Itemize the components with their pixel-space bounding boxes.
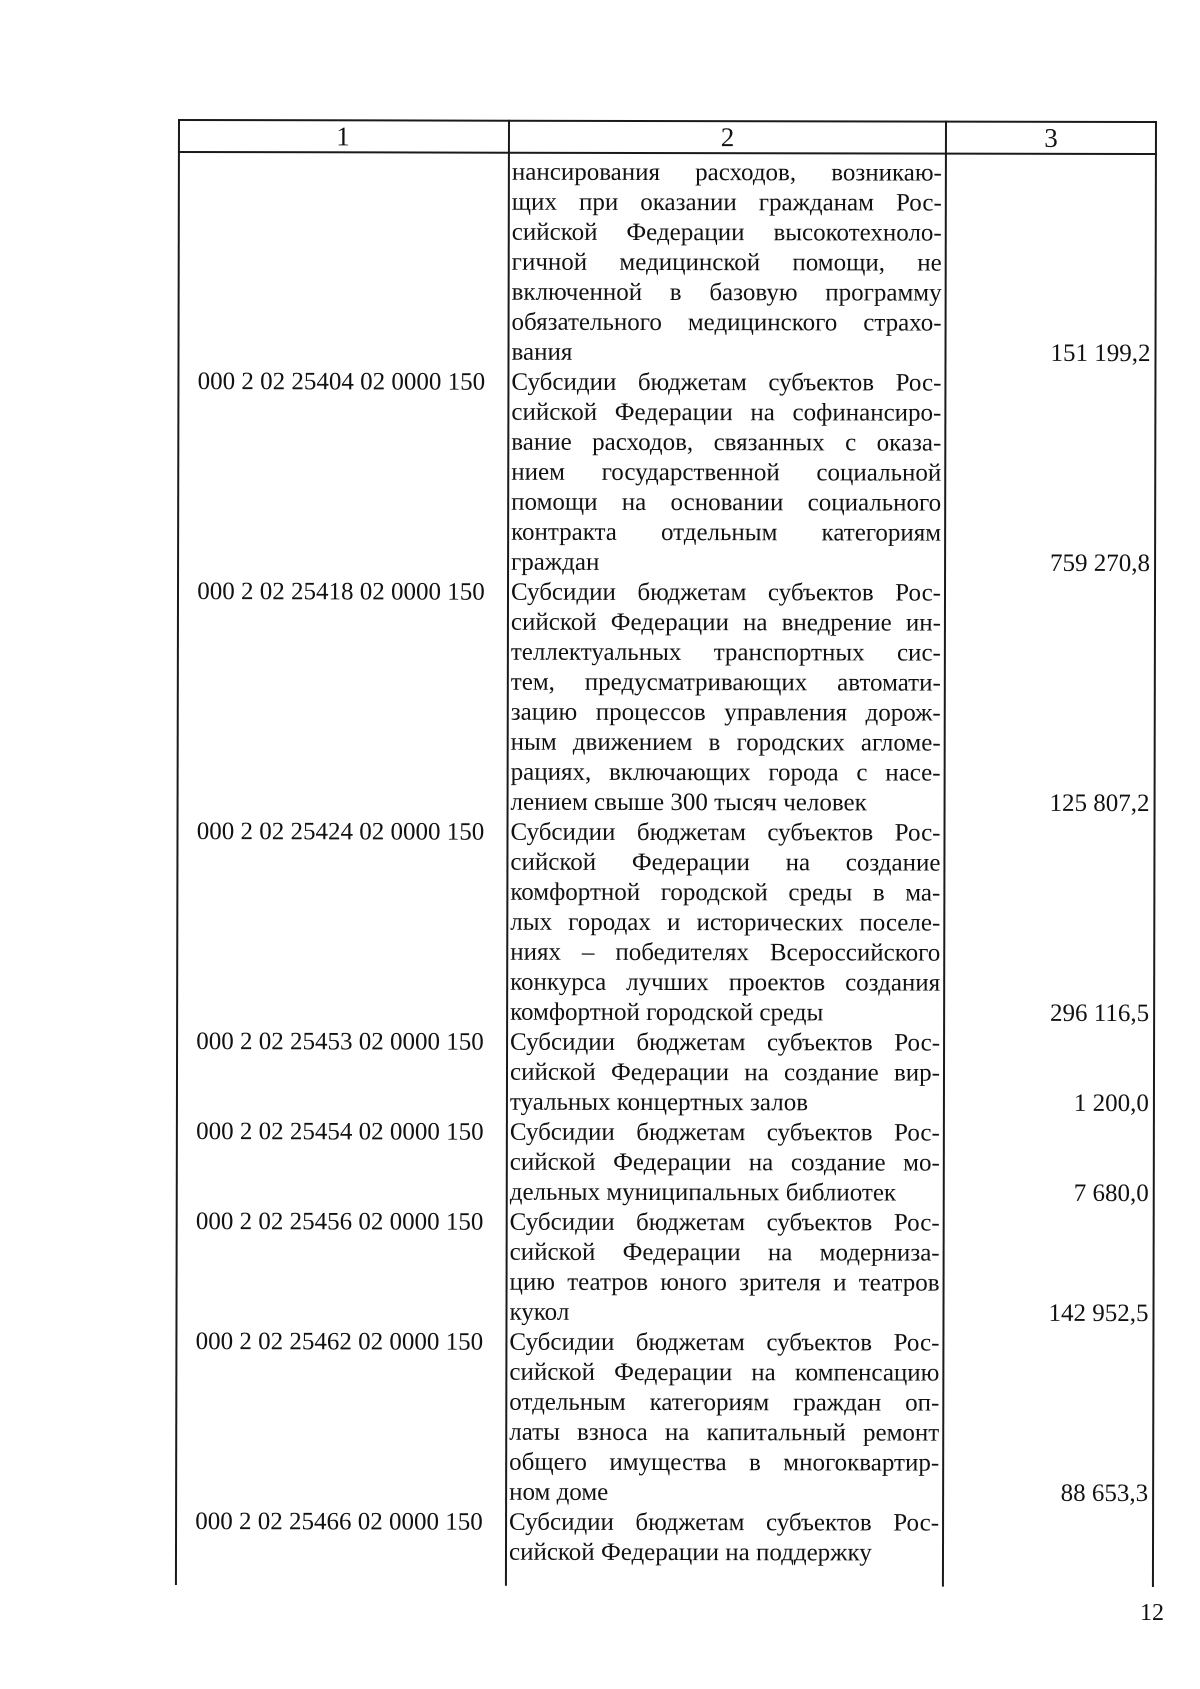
table-row — [176, 1117, 1155, 1209]
description-line: рациях, включающих города с насе- — [510, 758, 941, 787]
table-row — [177, 157, 1156, 369]
description-line: ном доме — [509, 1478, 609, 1506]
description-line: конкурса лучших проектов создания — [510, 968, 941, 997]
row-description — [510, 1118, 940, 1209]
header-col-1: 1 — [336, 121, 350, 152]
amount: 151 199,2 — [1050, 339, 1151, 368]
amount: 1 200,0 — [1073, 1089, 1149, 1118]
row-description — [510, 1028, 940, 1119]
row-description — [509, 1328, 939, 1509]
description-line: Субсидии бюджетам субъектов Рос- — [510, 578, 942, 607]
description-line: сийской Федерации на компенсацию — [509, 1358, 940, 1387]
description-line: туальных концертных залов — [509, 1088, 809, 1117]
table-row — [175, 1327, 1154, 1509]
description-line: нансирования расходов, возникаю- — [511, 158, 942, 187]
description-line: комфортной городской среды — [510, 998, 824, 1027]
budget-code: 000 2 02 25424 02 0000 150 — [196, 818, 485, 846]
table-row — [175, 1207, 1154, 1329]
row-description — [511, 368, 941, 579]
description-line: лением свыше 300 тысяч человек — [510, 788, 867, 817]
budget-code — [178, 157, 506, 158]
description-line: зацию процессов управления дорож- — [510, 698, 941, 727]
description-line: сийской Федерации на софинансиро- — [511, 398, 942, 427]
budget-code: 000 2 02 25454 02 0000 150 — [196, 1118, 484, 1146]
budget-code: 000 2 02 25466 02 0000 150 — [195, 1508, 483, 1536]
description-line: общего имущества в многоквартир- — [509, 1448, 940, 1477]
row-description — [509, 1208, 939, 1329]
description-line: вание расходов, связанных с оказа- — [511, 428, 942, 457]
description-line: сийской Федерации на модерниза- — [509, 1238, 940, 1267]
description-line: нием государственной социальной — [511, 458, 942, 487]
description-line: сийской Федерации на поддержку — [508, 1538, 872, 1567]
budget-code: 000 2 02 25418 02 0000 150 — [197, 578, 485, 606]
budget-code: 000 2 02 25404 02 0000 150 — [197, 368, 486, 396]
description-line: граждан — [511, 548, 600, 576]
row-description — [509, 1508, 939, 1569]
table-row — [177, 577, 1157, 819]
description-line: обязательного медицинского страхо- — [511, 308, 942, 337]
description-line: дельных муниципальных библиотек — [509, 1178, 897, 1207]
description-line: ниях – победителях Всероссийского — [510, 938, 941, 967]
description-line: комфортной городской среды в ма- — [510, 878, 941, 907]
amount: 88 653,3 — [1060, 1479, 1149, 1508]
description-line: вания — [511, 338, 573, 366]
description-line: сийской Федерации высокотехноло- — [511, 218, 942, 247]
description-line: Субсидии бюджетам субъектов Рос- — [509, 1208, 940, 1237]
description-line: помощи на основании социального — [511, 488, 942, 517]
header-col-3: 3 — [1044, 122, 1058, 153]
amount: 125 807,2 — [1049, 789, 1150, 818]
description-line: кукол — [509, 1298, 570, 1326]
description-line: гичной медицинской помощи, не — [511, 248, 942, 277]
budget-code: 000 2 02 25453 02 0000 150 — [196, 1028, 484, 1056]
description-line: сийской Федерации на внедрение ин- — [510, 608, 941, 637]
description-line: Субсидии бюджетам субъектов Рос- — [509, 1118, 940, 1147]
description-line: сийской Федерации на создание вир- — [509, 1058, 941, 1087]
description-line: цию театров юного зрителя и театров — [509, 1268, 940, 1297]
description-line: контракта отдельным категориям — [511, 518, 942, 547]
table-row — [176, 1027, 1155, 1119]
description-line: включенной в базовую программу — [511, 278, 942, 307]
description-line: отдельным категориям граждан оп- — [509, 1388, 940, 1417]
table-row — [176, 817, 1155, 1029]
description-line: Субсидии бюджетам субъектов Рос- — [511, 368, 942, 397]
table-row — [177, 367, 1156, 579]
row-description — [511, 158, 941, 369]
amount: 759 270,8 — [1050, 549, 1151, 578]
table-row — [175, 1507, 1154, 1569]
description-line: Субсидии бюджетам субъектов Рос- — [509, 1508, 940, 1537]
description-line: ным движением в городских агломе- — [510, 728, 941, 757]
row-description — [511, 578, 942, 819]
description-line: сийской Федерации на создание — [510, 848, 941, 877]
budget-code: 000 2 02 25462 02 0000 150 — [195, 1328, 484, 1356]
page-number: 12 — [1140, 1600, 1164, 1626]
description-line: щих при оказании гражданам Рос- — [511, 188, 942, 217]
description-line: Субсидии бюджетам субъектов Рос- — [510, 818, 941, 847]
amount: 7 680,0 — [1073, 1179, 1149, 1208]
header-col-2: 2 — [720, 122, 735, 153]
description-line: Субсидии бюджетам субъектов Рос- — [510, 1028, 941, 1057]
amount: 142 952,5 — [1048, 1299, 1149, 1328]
row-description — [510, 818, 940, 1029]
budget-table — [175, 119, 1157, 1587]
description-line: лых городах и исторических поселе- — [510, 908, 941, 937]
description-line: латы взноса на капитальный ремонт — [509, 1418, 940, 1447]
description-line: сийской Федерации на создание мо- — [509, 1148, 940, 1177]
budget-code: 000 2 02 25456 02 0000 150 — [195, 1208, 484, 1236]
description-line: Субсидии бюджетам субъектов Рос- — [509, 1328, 940, 1357]
description-line: теллектуальных транспортных сис- — [510, 638, 941, 667]
description-line: тем, предусматривающих автомати- — [510, 668, 941, 697]
amount: 296 116,5 — [1050, 999, 1150, 1028]
